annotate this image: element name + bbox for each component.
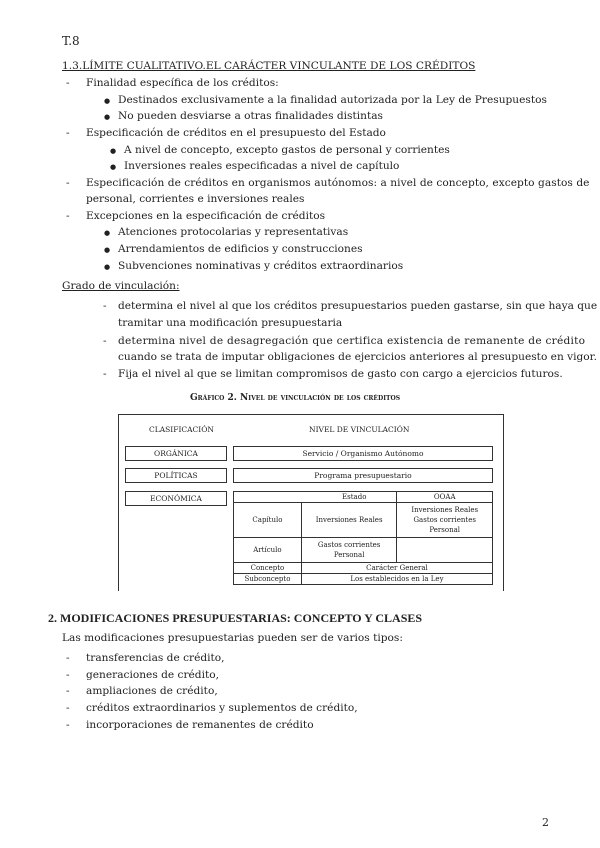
section2-title: 2. MODIFICACIONES PRESUPUESTARIAS: CONCEPTO Y CLASES (48, 611, 423, 625)
subconcepto-value: Los establecidos en la Ley (301, 574, 492, 585)
dash: - (66, 669, 70, 681)
art-line: Gastos corrientes (317, 541, 381, 549)
grado-item: determina nivel de desagregación que certifica existencia de remanente de crédito (118, 335, 586, 347)
grado-item: determina el nivel al que los créditos presupuestarios pueden gastarse, sin que haya que (118, 300, 598, 312)
articulo-ooaa (397, 538, 493, 563)
capitulo-label: Capítulo (234, 503, 302, 538)
subconcepto-label: Subconcepto (234, 574, 302, 585)
dash: - (66, 127, 70, 139)
bullet-item: ● Destinados exclusivamente a la finalidad autorizada por la Ley de Presupuestos (118, 93, 547, 107)
bullet-item: ● Subvenciones nominativas y créditos extraordinarios (118, 259, 403, 273)
politicas-value: Programa presupuestario (233, 468, 493, 483)
dash: - (103, 368, 107, 380)
capitulo-estado: Inversiones Reales (301, 503, 397, 538)
section2-intro: Las modificaciones presupuestarias pueden ser de varios tipos: (62, 632, 403, 644)
art-line: Personal (333, 551, 365, 559)
vinculacion-figure (118, 414, 504, 591)
dash: - (66, 652, 70, 664)
page-header: T.8 (62, 34, 80, 48)
modification-item: incorporaciones de remanentes de crédito (86, 719, 314, 731)
economica-table (233, 491, 493, 585)
list-item-cont: personal, corrientes e inversiones reales (86, 193, 305, 205)
grado-item-cont: cuando se trata de imputar obligaciones de ejercicios anteriores al presupuesto en vigor. (118, 351, 597, 363)
capitulo-ooaa (397, 503, 493, 538)
cap-ooaa-line: Inversiones Reales (411, 506, 479, 514)
dash: - (66, 210, 70, 222)
articulo-label: Artículo (234, 538, 302, 563)
section-heading (62, 59, 475, 73)
ooaa-header: OOAA (397, 492, 493, 503)
grado-item: Fija el nivel al que se limitan compromisos de gasto con cargo a ejercicios futuros. (118, 368, 563, 380)
cap-ooaa-line: Gastos corrientes (413, 516, 476, 524)
list-item: Finalidad específica de los créditos: (86, 77, 279, 89)
bullet-item: ● Arrendamientos de edificios y construcciones (118, 242, 363, 256)
page-number: 2 (542, 816, 549, 829)
dash: - (66, 77, 70, 89)
grado-title (62, 279, 180, 293)
dash: - (103, 335, 107, 347)
concepto-label: Concepto (234, 563, 302, 574)
col-clasificacion: CLASIFICACIÓN (149, 425, 214, 434)
articulo-estado (301, 538, 397, 563)
bullet-item: ● Inversiones reales especificadas a nivel de capítulo (124, 159, 399, 173)
estado-header: Estado (234, 492, 397, 503)
cap-ooaa-line: Personal (429, 526, 461, 534)
dash: - (66, 702, 70, 714)
bullet-item: ● A nivel de concepto, excepto gastos de personal y corrientes (124, 143, 450, 157)
grado-item-cont: tramitar una modificación presupuestaria (118, 317, 343, 329)
list-item: Especificación de créditos en el presupuesto del Estado (86, 127, 386, 139)
politicas-label: POLÍTICAS (125, 468, 227, 483)
economica-label: ECONÓMICA (125, 491, 227, 506)
modification-item: generaciones de crédito, (86, 669, 219, 681)
dash: - (66, 177, 70, 189)
organica-value: Servicio / Organismo Autónomo (233, 446, 493, 461)
figure-title: Gráfico 2. Nivel de vinculación de los créditos (190, 393, 401, 403)
list-item: Especificación de créditos en organismos autónomos: a nivel de concepto, excepto gastos de (86, 177, 590, 189)
concepto-value: Carácter General (301, 563, 492, 574)
dash: - (66, 719, 70, 731)
dash: - (66, 685, 70, 697)
grado-title-text: Grado de vinculación: (62, 280, 180, 292)
modification-item: transferencias de crédito, (86, 652, 225, 664)
heading-text: 1.3.LÍMITE CUALITATIVO.EL CARÁCTER VINCULANTE DE LOS CRÉDITOS (62, 60, 476, 72)
col-nivel: NIVEL DE VINCULACIÓN (309, 425, 410, 434)
bullet-item: ● No pueden desviarse a otras finalidades distintas (118, 109, 383, 123)
dash: - (103, 300, 107, 312)
list-item: Excepciones en la especificación de créditos (86, 210, 326, 222)
bullet-item: ● Atenciones protocolarias y representativas (118, 225, 348, 239)
modification-item: ampliaciones de crédito, (86, 685, 218, 697)
modification-item: créditos extraordinarios y suplementos de crédito, (86, 702, 358, 714)
organica-label: ORGÁNICA (125, 446, 227, 461)
